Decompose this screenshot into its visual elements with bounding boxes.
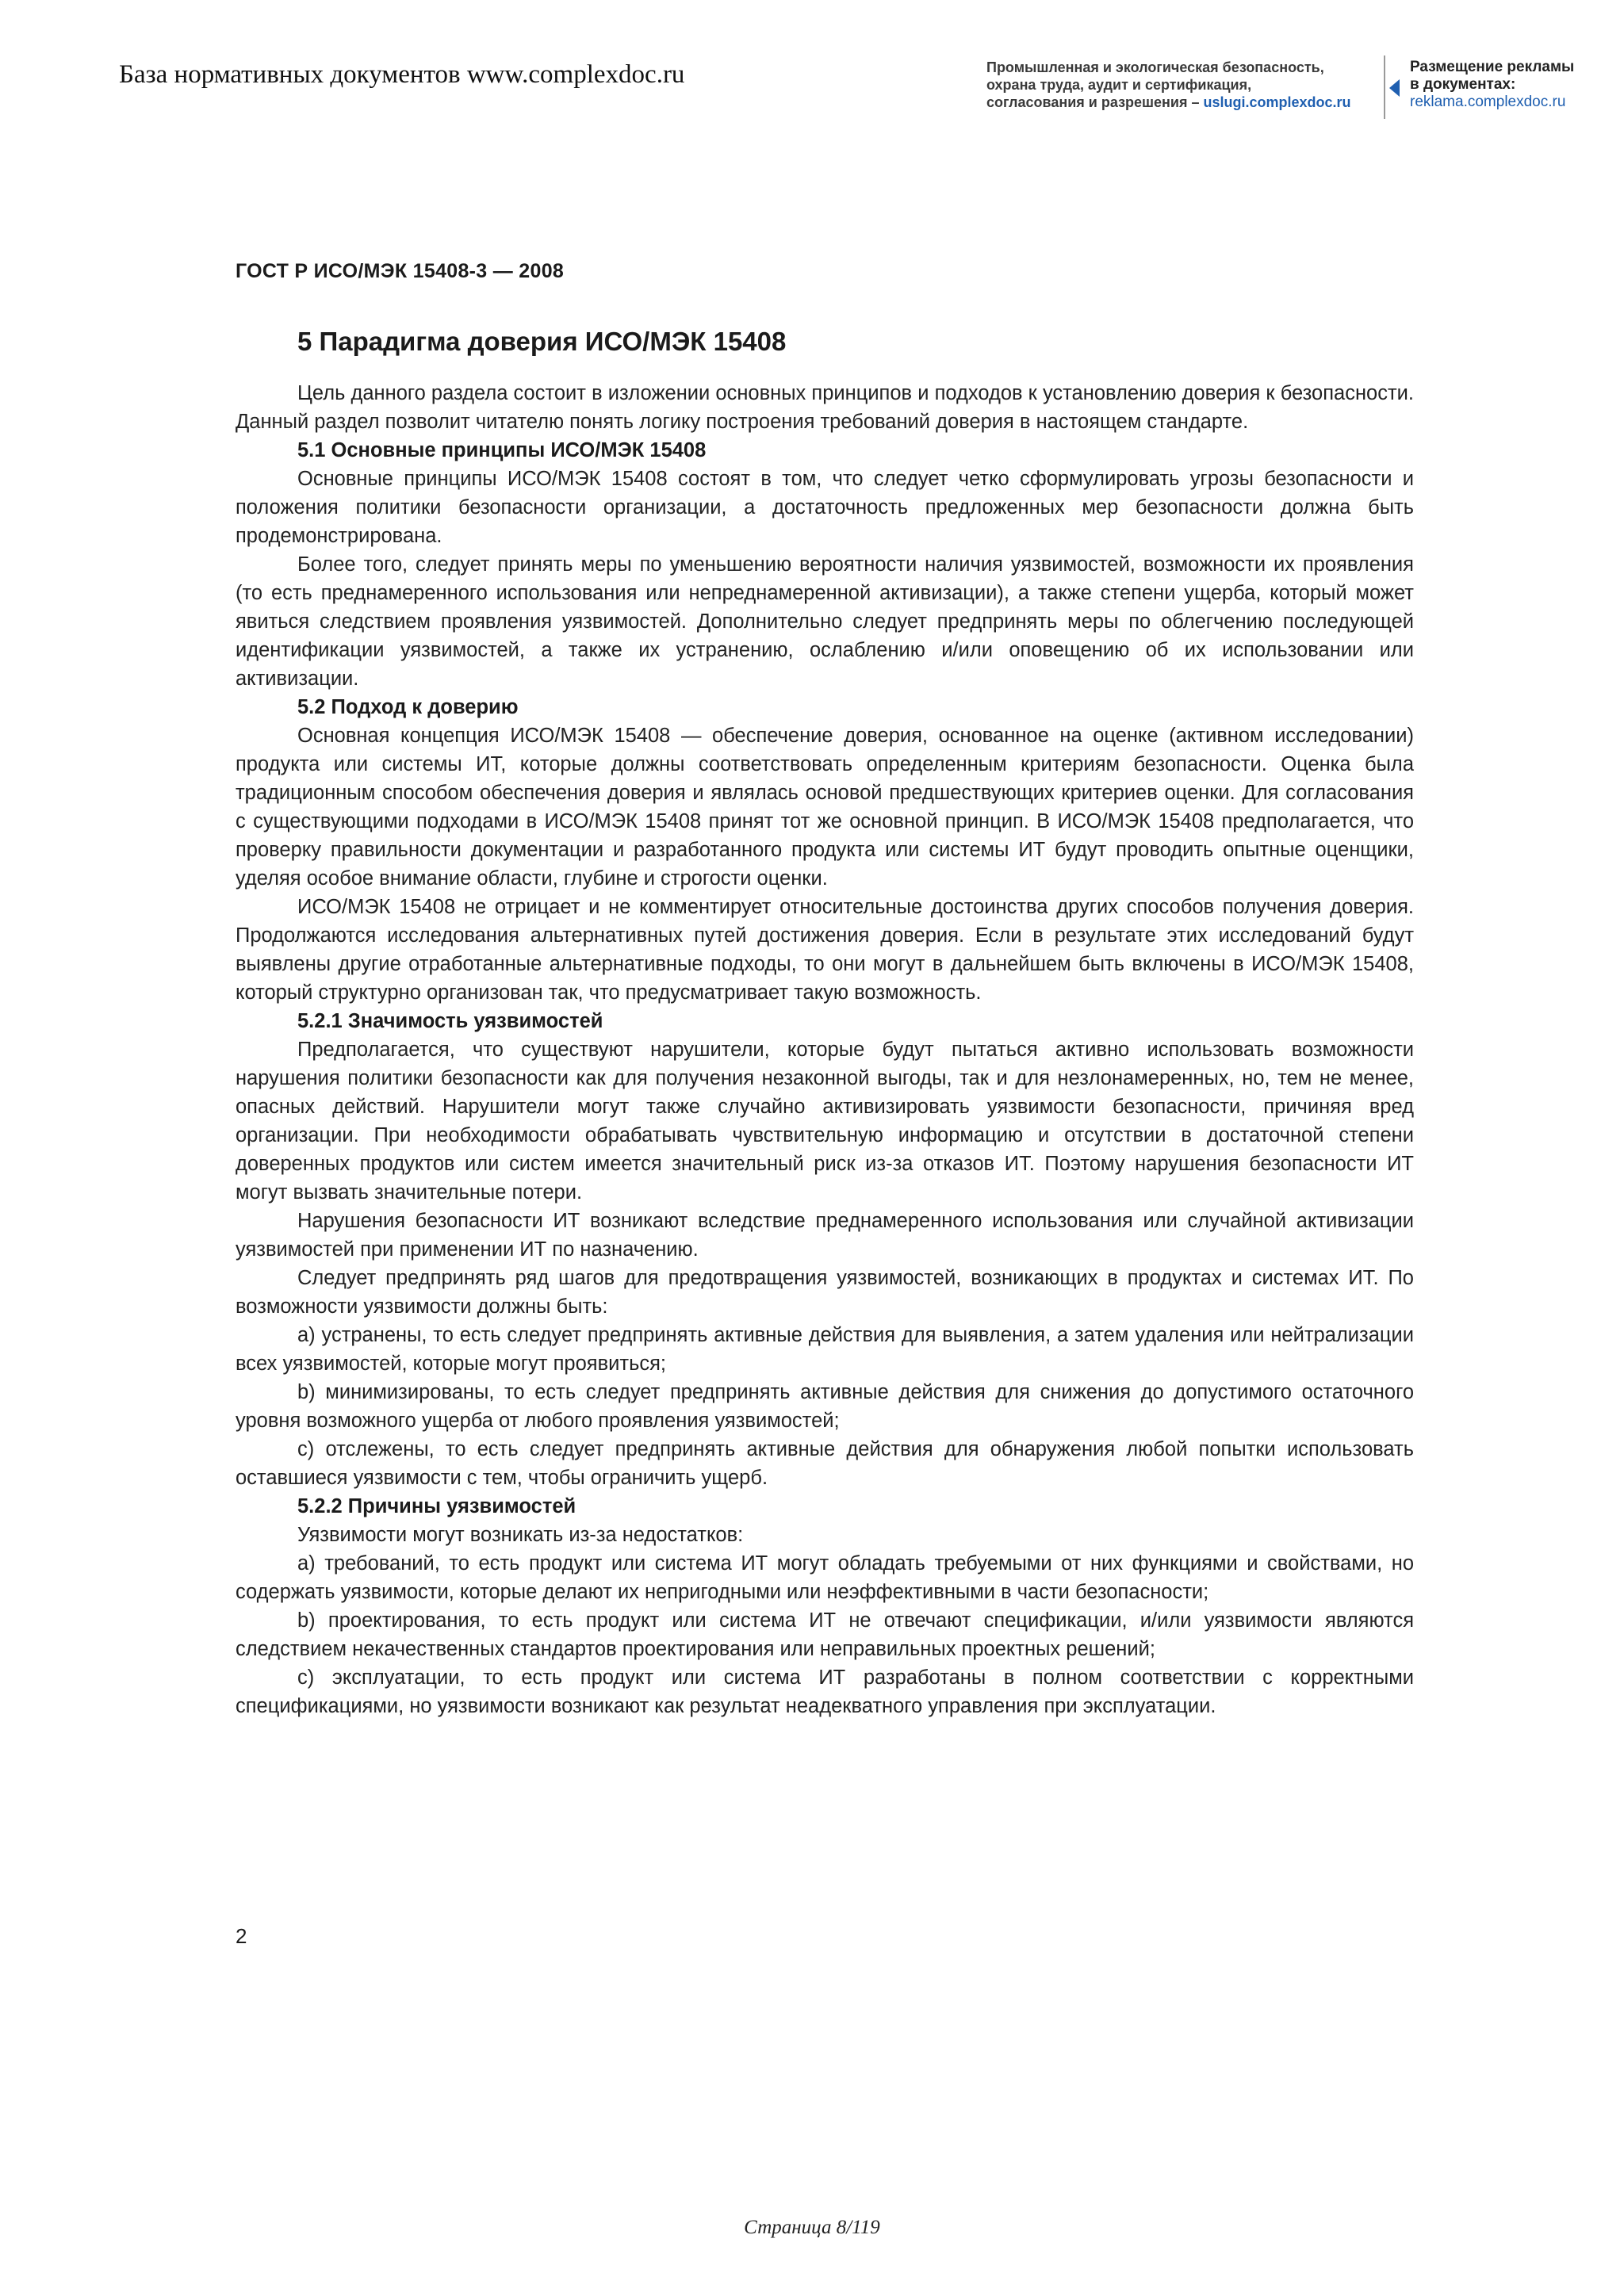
advertising-link[interactable]: reklama.complexdoc.ru [1410,94,1566,110]
page-number: 2 [236,1924,247,1948]
advertising-ad [1410,59,1608,111]
list-item: c) отслежены, то есть следует предпринять активные действия для обнаружения любой попытки использовать оставшиеся уязвимости с тем, чтобы ограничить ущерб. [236,1438,1414,1489]
list-item: a) требований, то есть продукт или система ИТ могут обладать требуемыми от них функциями и свойствами, но содержать уязвимости, которые делают их непригодными или неэффективными в части безопасности; [236,1552,1414,1603]
list-item: c) эксплуатации, то есть продукт или система ИТ разработаны в полном соответствии с корректными спецификациями, но уязвимости возникают как результат неадекватного управления при эксплуатации. [236,1667,1414,1717]
services-link[interactable]: uslugi.complexdoc.ru [1203,94,1351,110]
subsection-heading: 5.1 Основные принципы ИСО/МЭК 15408 [297,439,707,461]
paragraph: Предполагается, что существуют нарушители, которые будут пытаться активно использовать возможности нарушения политики безопасности как для получения незаконной выгоды, так и для незлонамеренных, но, тем не менее, опасных действий. Нарушители могут также случайно активизировать уязвимости безопасности, причиняя вред организации. При необходимости обрабатывать чувствительную информацию и отсутствии в достаточной степени доверенных продуктов или систем имеется значительный риск из-за отказов ИТ. Поэтому нарушения безопасности ИТ могут вызвать значительные потери. [236,1039,1414,1203]
subsection-heading: 5.2.2 Причины уязвимостей [297,1495,576,1517]
services-ad [986,59,1375,111]
services-ad-line: Промышленная и экологическая безопасность, [986,59,1324,75]
paragraph: Основная концепция ИСО/МЭК 15408 — обеспечение доверия, основанное на оценке (активном исследовании) продукта или системы ИТ, которые должны соответствовать определенным критериям безопасности. Оценка была традиционным способом обеспечения доверия и являлась основой предшествующих критериев оценки. Для согласования с существующими подходами в ИСО/МЭК 15408 принят тот же основной принцип. В ИСО/МЭК 15408 предполагается, что проверку правильности документации и разработанного продукта или системы ИТ будут проводить опытные оценщики, уделяя особое внимание области, глубине и строгости оценки. [236,725,1414,890]
subsection-heading: 5.2 Подход к доверию [297,696,519,718]
paragraph: Цель данного раздела состоит в изложении основных принципов и подходов к установлению доверия к безопасности. Данный раздел позволит читателю понять логику построения требований доверия в настоящем стандарте. [236,382,1414,433]
list-item: b) минимизированы, то есть следует предпринять активные действия для снижения до допустимого остаточного уровня возможного ущерба от любого проявления уязвимостей; [236,1381,1414,1432]
subsection-heading: 5.2.1 Значимость уязвимостей [297,1010,603,1032]
paragraph: Более того, следует принять меры по уменьшению вероятности наличия уязвимостей, возможности их проявления (то есть преднамеренного использования или непреднамеренной активизации), а также степени ущерба, который может явиться следствием проявления уязвимостей. Дополнительно следует предпринять меры по облегчению последующей идентификации уязвимостей, а также их устранению, ослаблению и/или оповещению об их использовании или активизации. [236,553,1414,690]
list-item: b) проектирования, то есть продукт или система ИТ не отвечают спецификации, и/или уязвимости являются следствием некачественных стандартов проектирования или неправильных проектных решений; [236,1609,1414,1660]
document-code: ГОСТ Р ИСО/МЭК 15408-3 — 2008 [236,260,565,282]
advertising-ad-line: Размещение рекламы [1410,59,1575,75]
services-ad-line [986,94,1375,111]
paragraph: Следует предпринять ряд шагов для предотвращения уязвимостей, возникающих в продуктах и системах ИТ. По возможности уязвимости должны быть: [236,1267,1414,1318]
banner-divider [1384,55,1385,119]
services-ad-line: охрана труда, аудит и сертификация, [986,77,1252,93]
document-content [236,379,1414,1720]
site-title[interactable]: База нормативных документов www.complexdoc.ru [119,60,685,89]
services-ad-text: согласования и разрешения – [986,94,1200,110]
paragraph: Нарушения безопасности ИТ возникают вследствие преднамеренного использования или случайной активизации уязвимостей при применении ИТ по назначению. [236,1210,1414,1261]
paragraph: Основные принципы ИСО/МЭК 15408 состоят в том, что следует четко сформулировать угрозы безопасности и положения политики безопасности организации, а достаточность предложенных мер безопасности должна быть продемонстрирована. [236,468,1414,547]
paragraph: Уязвимости могут возникать из-за недостатков: [297,1524,744,1546]
section-title: 5 Парадигма доверия ИСО/МЭК 15408 [297,327,787,356]
advertising-ad-line: в документах: [1410,76,1516,93]
page-counter: Страница 8/119 [744,2217,880,2238]
arrow-left-icon [1389,79,1400,97]
list-item: a) устранены, то есть следует предпринять активные действия для выявления, а затем удаления или нейтрализации всех уязвимостей, которые могут проявиться; [236,1324,1414,1375]
paragraph: ИСО/МЭК 15408 не отрицает и не комментирует относительные достоинства других способов получения доверия. Продолжаются исследования альтернативных путей достижения доверия. Если в результате этих исследований будут выявлены другие отработанные альтернативные подходы, то они могут в дальнейшем быть включены в ИСО/МЭК 15408, который структурно организован так, что предусматривает такую возможность. [236,896,1414,1004]
